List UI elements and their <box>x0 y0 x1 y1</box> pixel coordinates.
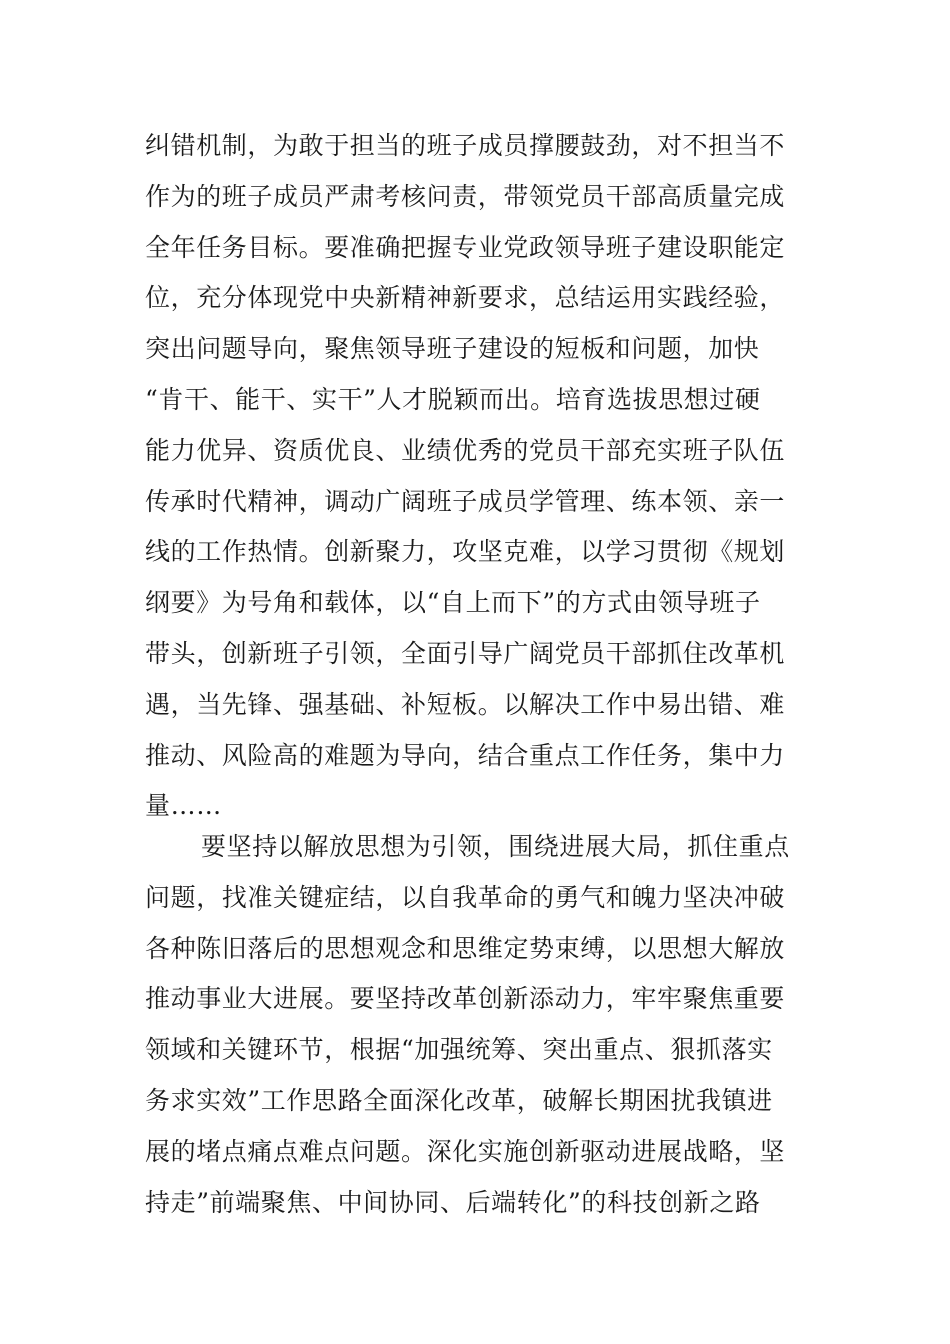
text-line: 位，充分体现党中央新精神新要求，总结运用实践经验， <box>145 283 786 313</box>
text-line: 传承时代精神，调动广阔班子成员学管理、练本领、亲一 <box>145 486 786 516</box>
paragraph-1 <box>145 121 815 832</box>
text-line: 作为的班子成员严肃考核问责，带领党员干部高质量完成 <box>145 181 786 211</box>
text-line: 持走”前端聚焦、中间协同、后端转化”的科技创新之路 <box>145 1187 761 1217</box>
text-line: 推动事业大进展。要坚持改革创新添动力，牢牢聚焦重要 <box>145 984 786 1014</box>
text-line: 带头，创新班子引领，全面引导广阔党员干部抓住改革机 <box>145 638 786 668</box>
text-line: 展的堵点痛点难点问题。深化实施创新驱动进展战略，坚 <box>145 1136 786 1166</box>
paragraph-2 <box>145 822 815 1228</box>
text-line: 量…… <box>145 791 222 821</box>
text-line: 纠错机制，为敢于担当的班子成员撑腰鼓劲，对不担当不 <box>145 131 786 160</box>
text-line: 推动、风险高的难题为导向，结合重点工作任务，集中力 <box>145 740 786 770</box>
text-line: 问题，找准关键症结，以自我革命的勇气和魄力坚决冲破 <box>145 882 786 912</box>
text-line: 各种陈旧落后的思想观念和思维定势束缚，以思想大解放 <box>145 933 786 963</box>
text-line: 纲要》为号角和载体，以“自上而下”的方式由领导班子 <box>145 588 761 618</box>
text-line: 遇，当先锋、强基础、补短板。以解决工作中易出错、难 <box>145 689 786 719</box>
text-line-first-indented: 要坚持以解放思想为引领，围绕进展大局，抓住重点 <box>201 832 790 861</box>
text-line: 领域和关键环节，根据“加强统筹、突出重点、狠抓落实 <box>145 1035 773 1065</box>
text-line: 能力优异、资质优良、业绩优秀的党员干部充实班子队伍 <box>145 435 786 465</box>
text-line: 线的工作热情。创新聚力，攻坚克难，以学习贯彻《规划 <box>145 537 786 567</box>
text-line: 全年任务目标。要准确把握专业党政领导班子建设职能定 <box>145 232 786 262</box>
text-line: 务求实效”工作思路全面深化改革，破解长期困扰我镇进 <box>145 1085 773 1115</box>
text-line: 突出问题导向，聚焦领导班子建设的短板和问题，加快 <box>145 334 760 364</box>
text-line: “肯干、能干、实干”人才脱颖而出。培育选拔思想过硬 <box>145 384 761 414</box>
